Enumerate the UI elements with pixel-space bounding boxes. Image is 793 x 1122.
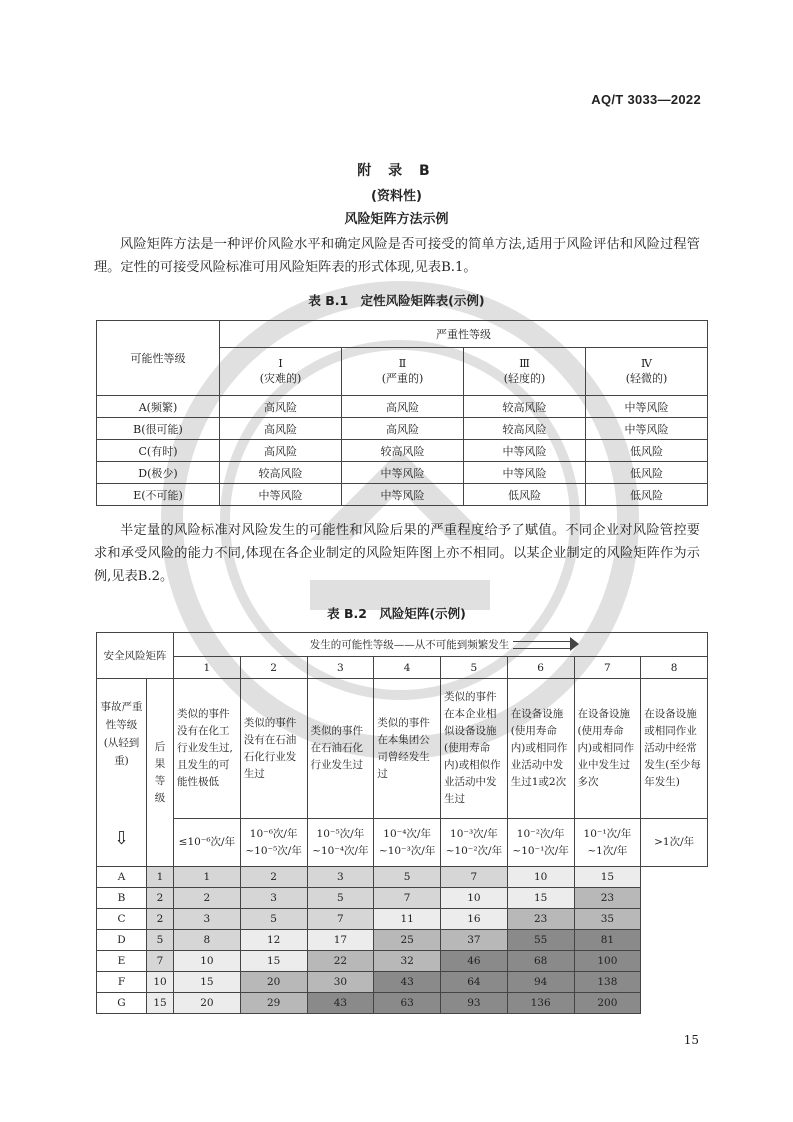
risk-cell: 中等风险 <box>586 396 708 418</box>
risk-value-cell: 15 <box>240 951 307 972</box>
risk-value-cell: 15 <box>574 867 641 888</box>
semi-quant-paragraph: 半定量的风险标准对风险发生的可能性和风险后果的严重程度给予了赋值。不同企业对风险管控要求和承受风险的能力不同,体现在各企业制定的风险矩阵图上亦不相同。以某企业制定的风险矩阵作为示例,见表B.2。 <box>94 523 700 584</box>
risk-value-cell: 15 <box>147 993 174 1014</box>
risk-value-cell: 37 <box>441 930 508 951</box>
risk-value-cell: 2 <box>147 888 174 909</box>
risk-value-cell: 3 <box>307 867 374 888</box>
risk-matrix-table <box>96 632 708 1014</box>
risk-value-cell: 5 <box>307 888 374 909</box>
risk-value-cell: 3 <box>174 909 241 930</box>
intro-paragraph: 风险矩阵方法是一种评价风险水平和确定风险是否可接受的简单方法,适用于风险评估和风险过程管理。定性的可接受风险标准可用风险矩阵表的形式体现,见表B.1。 <box>94 237 700 275</box>
likelihood-frequency: 10⁻¹次/年~1次/年 <box>574 819 641 867</box>
likelihood-frequency: 10⁻⁶次/年~10⁻⁵次/年 <box>240 819 307 867</box>
risk-value-cell: 136 <box>507 993 574 1014</box>
severity-num: Ⅰ <box>278 357 283 370</box>
risk-value-cell: 1 <box>147 867 174 888</box>
risk-cell: 中等风险 <box>342 484 464 506</box>
risk-cell: 低风险 <box>586 462 708 484</box>
likelihood-num: 1 <box>174 657 241 679</box>
risk-value-cell: 81 <box>574 930 641 951</box>
likelihood-header-text: 发生的可能性等级——从不可能到频繁发生 <box>309 639 510 651</box>
likelihood-frequency: >1次/年 <box>641 819 708 867</box>
risk-value-cell: 43 <box>374 972 441 993</box>
risk-value-cell: 32 <box>374 951 441 972</box>
severity-name: (灾难的) <box>259 372 302 385</box>
risk-value-cell: 46 <box>441 951 508 972</box>
risk-cell: 中等风险 <box>342 462 464 484</box>
likelihood-num: 4 <box>374 657 441 679</box>
appendix-nature: (资料性) <box>371 189 422 204</box>
likelihood-num: 2 <box>240 657 307 679</box>
risk-value-cell: 30 <box>307 972 374 993</box>
likelihood-num: 6 <box>507 657 574 679</box>
risk-cell: 较高风险 <box>464 396 586 418</box>
consequence-grade: A <box>97 867 147 888</box>
risk-value-cell: 10 <box>441 888 508 909</box>
risk-cell: 较高风险 <box>220 462 342 484</box>
risk-value-cell: 11 <box>374 909 441 930</box>
consequence-grade: E <box>97 951 147 972</box>
risk-cell: 高风险 <box>342 396 464 418</box>
page-number: 15 <box>683 1033 699 1047</box>
likelihood-label: C(有时) <box>97 440 220 462</box>
likelihood-description: 在设备设施(使用寿命内)或相同作业中发生过多次 <box>574 679 641 819</box>
likelihood-frequency: ≤10⁻⁶次/年 <box>174 819 241 867</box>
matrix-row <box>97 888 708 909</box>
consequence-label-cell <box>97 679 147 867</box>
severity-col-2 <box>342 348 464 396</box>
risk-value-cell: 68 <box>507 951 574 972</box>
severity-num: Ⅲ <box>519 357 530 370</box>
risk-value-cell: 23 <box>574 888 641 909</box>
risk-value-cell: 10 <box>507 867 574 888</box>
arrow-right-icon <box>513 641 571 649</box>
matrix-row <box>97 930 708 951</box>
severity-col-3 <box>464 348 586 396</box>
risk-value-cell: 43 <box>307 993 374 1014</box>
matrix-row <box>97 972 708 993</box>
risk-value-cell: 64 <box>441 972 508 993</box>
consequence-grade: B <box>97 888 147 909</box>
consequence-grade: G <box>97 993 147 1014</box>
risk-value-cell: 7 <box>307 909 374 930</box>
table-row <box>97 484 708 506</box>
consequence-label: 事故严重性等级(从轻到重) <box>100 700 143 767</box>
table2-caption: 表 B.2 风险矩阵(示例) <box>327 606 466 621</box>
severity-num: Ⅳ <box>641 357 652 370</box>
risk-cell: 中等风险 <box>220 484 342 506</box>
risk-value-cell: 10 <box>147 972 174 993</box>
likelihood-description: 类似的事件在本集团公司曾经发生过 <box>374 679 441 819</box>
risk-value-cell: 94 <box>507 972 574 993</box>
likelihood-frequency: 10⁻³次/年~10⁻²次/年 <box>441 819 508 867</box>
risk-value-cell: 1 <box>174 867 241 888</box>
risk-value-cell: 3 <box>240 888 307 909</box>
risk-value-cell: 2 <box>240 867 307 888</box>
likelihood-num: 3 <box>307 657 374 679</box>
table-row <box>97 440 708 462</box>
likelihood-description: 类似的事件在石油石化行业发生过 <box>307 679 374 819</box>
risk-cell: 低风险 <box>586 440 708 462</box>
likelihood-description: 类似的事件没有在石油石化行业发生过 <box>240 679 307 819</box>
risk-value-cell: 93 <box>441 993 508 1014</box>
likelihood-frequency: 10⁻²次/年~10⁻¹次/年 <box>507 819 574 867</box>
table-row <box>97 418 708 440</box>
risk-cell: 较高风险 <box>464 418 586 440</box>
risk-value-cell: 15 <box>507 888 574 909</box>
matrix-row <box>97 993 708 1014</box>
likelihood-num: 8 <box>641 657 708 679</box>
likelihood-description: 在设备设施(使用寿命内)或相同作业活动中发生过1或2次 <box>507 679 574 819</box>
likelihood-label: D(极少) <box>97 462 220 484</box>
matrix-corner: 安全风险矩阵 <box>97 633 174 679</box>
likelihood-frequency: 10⁻⁴次/年~10⁻³次/年 <box>374 819 441 867</box>
risk-value-cell: 29 <box>240 993 307 1014</box>
risk-value-cell: 12 <box>240 930 307 951</box>
risk-cell: 低风险 <box>586 484 708 506</box>
risk-cell: 较高风险 <box>342 440 464 462</box>
likelihood-description: 类似的事件在本企业相似设备设施(使用寿命内)或相似作业活动中发生过 <box>441 679 508 819</box>
row-header: 可能性等级 <box>97 321 220 396</box>
risk-cell: 高风险 <box>342 418 464 440</box>
risk-value-cell: 7 <box>374 888 441 909</box>
risk-value-cell: 10 <box>174 951 241 972</box>
risk-value-cell: 7 <box>441 867 508 888</box>
severity-col-1 <box>220 348 342 396</box>
likelihood-description: 在设备设施或相同作业活动中经常发生(至少每年发生) <box>641 679 708 819</box>
matrix-row <box>97 951 708 972</box>
likelihood-label: A(频繁) <box>97 396 220 418</box>
risk-cell: 低风险 <box>464 484 586 506</box>
risk-value-cell: 16 <box>441 909 508 930</box>
severity-name: (严重的) <box>381 372 424 385</box>
risk-value-cell: 7 <box>147 951 174 972</box>
risk-value-cell: 15 <box>174 972 241 993</box>
likelihood-num: 5 <box>441 657 508 679</box>
risk-value-cell: 63 <box>374 993 441 1014</box>
risk-value-cell: 2 <box>174 888 241 909</box>
consequence-grade: D <box>97 930 147 951</box>
likelihood-label: B(很可能) <box>97 418 220 440</box>
likelihood-header <box>174 633 708 657</box>
risk-cell: 高风险 <box>220 440 342 462</box>
table-row <box>97 396 708 418</box>
risk-value-cell: 200 <box>574 993 641 1014</box>
risk-value-cell: 17 <box>307 930 374 951</box>
severity-name: (轻微的) <box>625 372 668 385</box>
risk-value-cell: 20 <box>240 972 307 993</box>
risk-value-cell: 22 <box>307 951 374 972</box>
risk-cell: 中等风险 <box>464 462 586 484</box>
risk-cell: 中等风险 <box>586 418 708 440</box>
risk-cell: 中等风险 <box>464 440 586 462</box>
risk-cell: 高风险 <box>220 396 342 418</box>
severity-name: (轻度的) <box>503 372 546 385</box>
qualitative-risk-matrix-table <box>96 320 708 506</box>
risk-value-cell: 35 <box>574 909 641 930</box>
risk-value-cell: 55 <box>507 930 574 951</box>
risk-value-cell: 20 <box>174 993 241 1014</box>
risk-cell: 高风险 <box>220 418 342 440</box>
consequence-grade: F <box>97 972 147 993</box>
risk-value-cell: 138 <box>574 972 641 993</box>
severity-header: 严重性等级 <box>220 321 708 348</box>
arrow-down-icon: ⇩ <box>113 827 130 849</box>
table-row <box>97 462 708 484</box>
likelihood-description: 类似的事件没有在化工行业发生过,且发生的可能性极低 <box>174 679 241 819</box>
risk-value-cell: 2 <box>147 909 174 930</box>
risk-value-cell: 5 <box>240 909 307 930</box>
matrix-row <box>97 909 708 930</box>
matrix-row <box>97 867 708 888</box>
risk-value-cell: 5 <box>374 867 441 888</box>
standard-code: AQ/T 3033—2022 <box>591 92 701 107</box>
severity-num: Ⅱ <box>398 357 407 370</box>
severity-col-4 <box>586 348 708 396</box>
likelihood-num: 7 <box>574 657 641 679</box>
risk-value-cell: 8 <box>174 930 241 951</box>
table1-caption: 表 B.1 定性风险矩阵表(示例) <box>308 293 485 308</box>
likelihood-frequency: 10⁻⁵次/年~10⁻⁴次/年 <box>307 819 374 867</box>
grade-label: 后果等级 <box>147 679 174 867</box>
consequence-grade: C <box>97 909 147 930</box>
appendix-title: 附 录 B <box>357 163 436 179</box>
risk-value-cell: 25 <box>374 930 441 951</box>
appendix-subtitle: 风险矩阵方法示例 <box>344 212 449 227</box>
risk-value-cell: 5 <box>147 930 174 951</box>
likelihood-label: E(不可能) <box>97 484 220 506</box>
risk-value-cell: 23 <box>507 909 574 930</box>
risk-value-cell: 100 <box>574 951 641 972</box>
